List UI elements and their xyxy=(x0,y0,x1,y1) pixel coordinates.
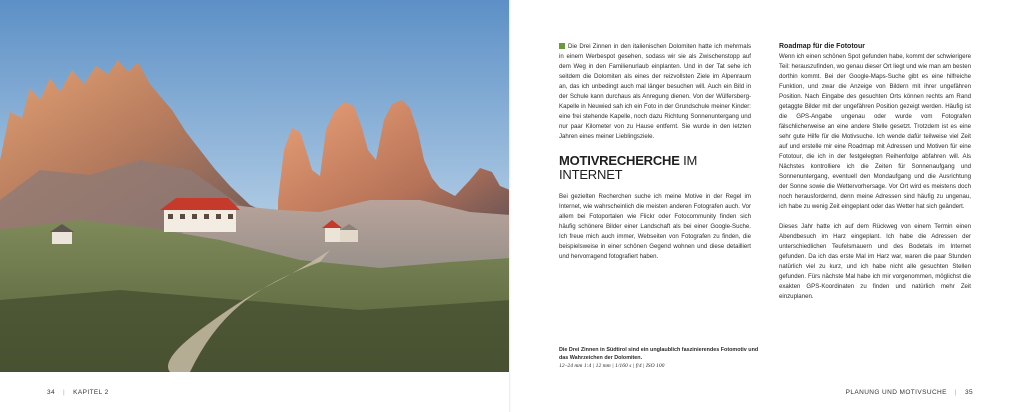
harz-paragraph: Dieses Jahr hatte ich auf dem Rückweg von einem Termin einen Abendbesuch im Harz eingeplant. Ich habe die Adressen der unterschiedlichen Teufelsmauern und des Bodetals im Internet gefunden. Da ich das erste Mal im Harz war, waren die paar Stunden natürlich viel zu kurz, und ich habe nicht alle gesuchten Stellen gefunden. Fürs nächste Mal habe ich mir vorgenommen, möglichst die exakten GPS-Koordinaten zu finden und natürlich mehr Zeit einzuplanen. xyxy=(779,223,971,300)
bullet-square-icon xyxy=(559,43,565,49)
roadmap-subheading: Roadmap für die Fototour xyxy=(779,43,865,50)
section-heading xyxy=(559,154,751,182)
caption-exif: 12–24 mm 1:4 | 12 mm | 1/160 s | f/4 | ISO 100 xyxy=(559,363,665,369)
caption-text: Die Drei Zinnen in Südtirol sind ein unglaublich faszinierendes Fotomotiv und das Wahrzeichen der Dolomiten. xyxy=(559,347,759,361)
heading-light: IM INTERNET xyxy=(559,153,698,182)
footer-right xyxy=(846,389,973,396)
page-number-right: 35 xyxy=(964,389,973,396)
internet-paragraph: Bei gezielten Recherchen suche ich meine Motive in der Regel im Internet, wie wahrscheinlich die meisten anderen Fotografen auch. Vor allem bei Fotoportalen wie Flickr oder Fotocommunity finden sich häufig schönere Bilder einer Landschaft als bei einer Google-Suche. Ich freue mich auch immer, Webseiten von Fotografen zu finden, die beispielsweise in einer schönen Gegend wohnen und diese detailliert und hervorragend fotografiert haben. xyxy=(559,193,751,260)
intro-text: Die Drei Zinnen in den italienischen Dolomiten hatte ich mehrmals in einem Werbespot gesehen, sodass wir sie als Zwischenstopp auf dem Weg in den Familienurlaub einplanten. Und in der Tat sehe ich seitdem die Dolomiten als eines der reizvollsten Ziele im Alpenraum an, das ich unbedingt auch mal länger besuchen will. Auch ein Bild in der Schule kann durchaus als Anregung dienen. Von der Wülfersberg-Kapelle in Neuwied sah ich ein Foto in der Grundschule meiner Kinder: eine frei stehende Kapelle, noch dazu Richtung Sonnenuntergang und nur paar Kilometer von zu Hause entfernt. Sie wurde in den letzten Jahren eines meiner Lieblingsziele. xyxy=(559,43,751,140)
photo-caption xyxy=(559,346,759,370)
mountain-landscape-image xyxy=(0,0,510,372)
footer-separator: | xyxy=(954,389,957,396)
intro-paragraph xyxy=(559,42,751,142)
chapter-label: KAPITEL 2 xyxy=(73,389,109,396)
footer-separator: | xyxy=(63,389,66,396)
page-number-left: 34 xyxy=(47,389,56,396)
book-gutter xyxy=(509,0,511,412)
dolomites-photo xyxy=(0,0,510,372)
roadmap-paragraph: Wenn ich einen schönen Spot gefunden habe, kommt der schwierigere Teil: herauszufinden, wo genau dieser Ort liegt und wie man am besten dorthin kommt. Bei der Google-Maps-Suche gibt es eine hilfreiche Funktion, und zwar die Anzeige von Bildern mit ihrer ungefähren Position. Nach Eingabe des gesuchten Orts können rechts am Rand getaggte Bilder mit der ungefähren Position gezeigt werden. Häufig ist die GPS-Angabe ungenau oder wurde vom Fotografen fälschlicherweise an eine andere Stelle gesetzt. Trotzdem ist es eine sehr gute Hilfe für die Motivsuche. Ich wende dafür teilweise viel Zeit auf und erstelle mir eine Roadmap mit Adressen und Motiven für eine Fototour, die ich in der festgelegten Reihenfolge abfahren will. Als Nächstes kontrolliere ich die Zeiten für Sonnenaufgang und Sonnenuntergang, eventuell den Mondaufgang und die Ausrichtung der Sonne sowie die Wettervorhersage. Vor Ort wird es meistens doch noch herausfordernd, denn meine Adressen sind häufig zu ungenau, ich habe zu wenig Zeit eingeplant oder das Wetter hat sich geändert. xyxy=(779,53,971,210)
text-column-right xyxy=(779,42,971,302)
section-label: PLANUNG UND MOTIVSUCHE xyxy=(845,389,947,396)
text-column-left xyxy=(559,42,751,262)
footer-left xyxy=(47,389,109,396)
heading-bold: MOTIVRECHERCHE xyxy=(559,153,680,168)
